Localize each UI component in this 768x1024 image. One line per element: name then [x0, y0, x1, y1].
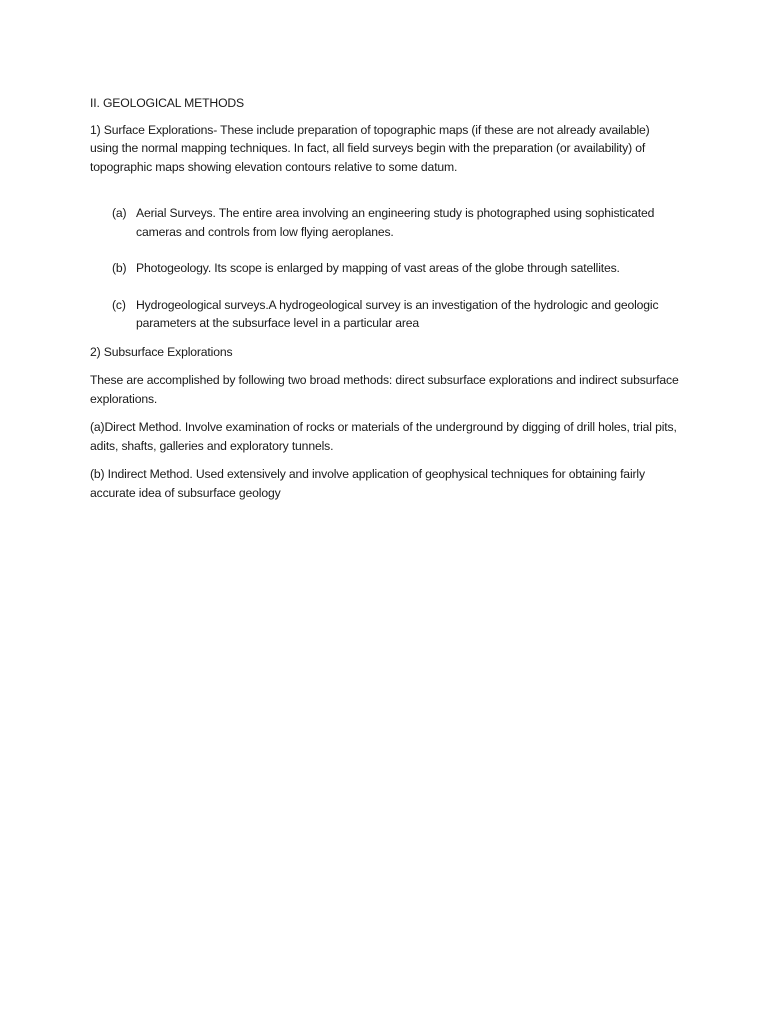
subsurface-explorations-heading: 2) Subsurface Explorations [90, 344, 233, 359]
list-item-text: Aerial Surveys. The entire area involving an engineering study is photographed using sophisticated cameras and controls from low flying aeroplanes. [136, 206, 655, 239]
section-title: II. GEOLOGICAL METHODS [90, 96, 245, 110]
list-marker: (b) [112, 261, 127, 275]
list-item-aerial-surveys [90, 204, 680, 241]
list-item-text: Hydrogeological surveys.A hydrogeological survey is an investigation of the hydrologic and geologic parameters at the subsurface level in a particular area [136, 297, 659, 330]
subsurface-explorations-paragraph: These are accomplished by following two broad methods: direct subsurface explorations and indirect subsurface explorations. [90, 373, 679, 406]
list-item-text: Photogeology. Its scope is enlarged by mapping of vast areas of the globe through satellites. [136, 261, 620, 275]
list-marker: (c) [112, 297, 126, 312]
document-body [90, 94, 680, 512]
list-item-photogeology [90, 259, 680, 278]
indirect-method-paragraph: (b) Indirect Method. Used extensively and involve application of geophysical techniques for obtaining fairly accurate idea of subsurface geology [90, 467, 645, 500]
list-marker: (a) [112, 206, 127, 220]
surface-explorations-paragraph: 1) Surface Explorations- These include preparation of topographic maps (if these are not already available) using the normal mapping techniques. In fact, all field surveys begin with the preparation (or availability) of topographic maps showing elevation contours relative to some datum. [90, 122, 650, 174]
direct-method-paragraph: (a)Direct Method. Involve examination of rocks or materials of the underground by digging of drill holes, trial pits, adits, shafts, galleries and exploratory tunnels. [90, 420, 677, 453]
surface-methods-list [90, 204, 680, 333]
list-item-hydrogeological-surveys [90, 296, 680, 333]
